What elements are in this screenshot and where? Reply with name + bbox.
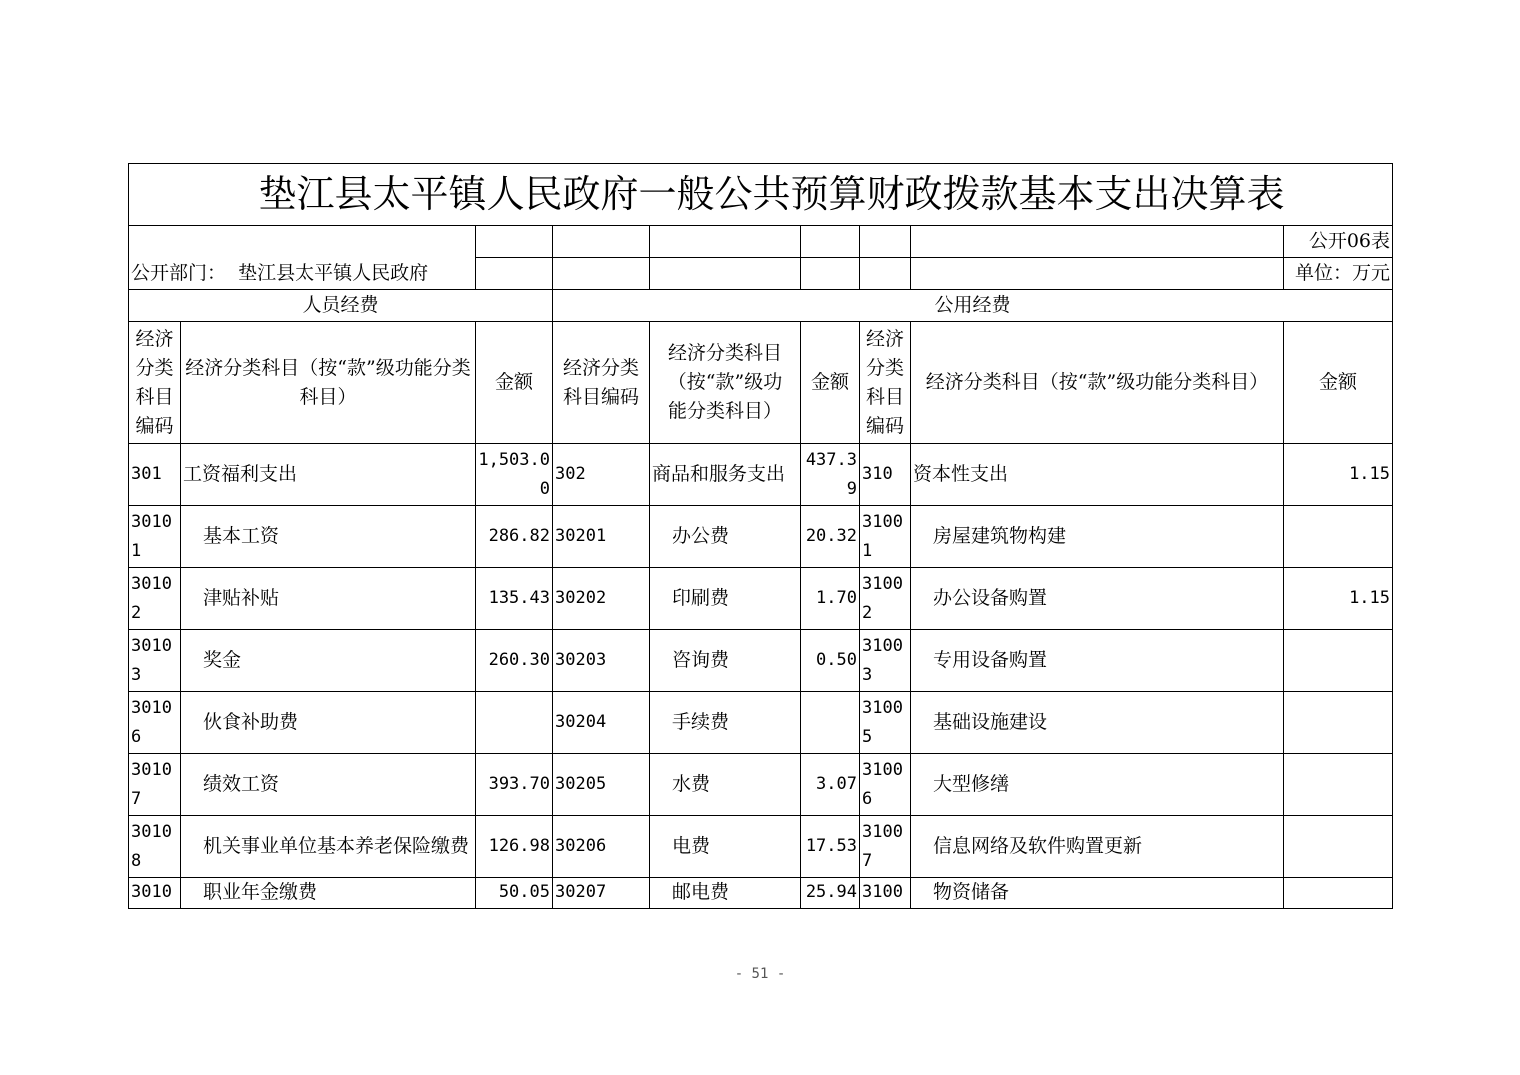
header-amount: 金额 <box>476 322 553 444</box>
table-row <box>129 568 1393 630</box>
table-row <box>129 692 1393 754</box>
blank-cell <box>650 226 801 258</box>
row-name: 邮电费 <box>650 878 801 909</box>
row-amount: 286.82 <box>476 506 553 568</box>
row-code: 30202 <box>553 568 650 630</box>
row-name: 机关事业单位基本养老保险缴费 <box>181 816 476 878</box>
table-row <box>129 754 1393 816</box>
row-code: 31007 <box>860 816 911 878</box>
row-code: 30201 <box>553 506 650 568</box>
row-amount <box>1284 692 1393 754</box>
department-name: 垫江县太平镇人民政府 <box>238 261 429 284</box>
header-code: 经济分类科目编码 <box>553 322 650 444</box>
row-amount: 135.43 <box>476 568 553 630</box>
blank-cell <box>553 258 650 290</box>
row-amount: 393.70 <box>476 754 553 816</box>
blank-cell <box>860 258 911 290</box>
row-amount <box>1284 754 1393 816</box>
row-name: 商品和服务支出 <box>650 444 801 506</box>
row-code: 30107 <box>129 754 181 816</box>
row-name: 印刷费 <box>650 568 801 630</box>
blank-cell <box>129 226 476 258</box>
row-code: 31002 <box>860 568 911 630</box>
table-number: 公开06表 <box>1284 226 1393 258</box>
row-code: 3010 <box>129 878 181 909</box>
row-amount: 1.15 <box>1284 444 1393 506</box>
row-amount: 1.15 <box>1284 568 1393 630</box>
department <box>129 258 476 290</box>
expenditure-table <box>128 163 1393 909</box>
row-name: 大型修缮 <box>911 754 1284 816</box>
row-name: 电费 <box>650 816 801 878</box>
row-amount <box>1284 630 1393 692</box>
row-name: 津贴补贴 <box>181 568 476 630</box>
header-amount: 金额 <box>1284 322 1393 444</box>
table-row <box>129 444 1393 506</box>
blank-cell <box>911 226 1284 258</box>
row-amount <box>1284 878 1393 909</box>
row-code: 30203 <box>553 630 650 692</box>
page-number: - 51 - <box>734 966 786 982</box>
table-row <box>129 630 1393 692</box>
blank-cell <box>801 226 860 258</box>
row-code: 30101 <box>129 506 181 568</box>
row-code: 3100 <box>860 878 911 909</box>
row-name: 基本工资 <box>181 506 476 568</box>
row-amount <box>1284 816 1393 878</box>
row-code: 30206 <box>553 816 650 878</box>
row-amount: 437.39 <box>801 444 860 506</box>
row-name: 奖金 <box>181 630 476 692</box>
header-name: 经济分类科目（按“款”级功能分类科目） <box>650 322 801 444</box>
blank-cell <box>553 226 650 258</box>
row-code: 30102 <box>129 568 181 630</box>
row-code: 31005 <box>860 692 911 754</box>
table-body <box>129 444 1393 909</box>
row-name: 办公设备购置 <box>911 568 1284 630</box>
table-row <box>129 506 1393 568</box>
blank-cell <box>476 258 553 290</box>
row-name: 信息网络及软件购置更新 <box>911 816 1284 878</box>
row-amount: 50.05 <box>476 878 553 909</box>
row-name: 工资福利支出 <box>181 444 476 506</box>
unit-label: 单位：万元 <box>1284 258 1393 290</box>
row-name: 咨询费 <box>650 630 801 692</box>
header-code: 经济分类科目编码 <box>860 322 911 444</box>
row-amount: 3.07 <box>801 754 860 816</box>
row-name: 手续费 <box>650 692 801 754</box>
blank-cell <box>650 258 801 290</box>
budget-document <box>128 163 1392 912</box>
row-amount: 25.94 <box>801 878 860 909</box>
row-amount: 0.50 <box>801 630 860 692</box>
row-amount <box>801 692 860 754</box>
table-row <box>129 878 1393 909</box>
row-code: 30106 <box>129 692 181 754</box>
blank-cell <box>860 226 911 258</box>
row-code: 31003 <box>860 630 911 692</box>
section-personnel: 人员经费 <box>129 290 553 322</box>
blank-cell <box>801 258 860 290</box>
row-code: 30205 <box>553 754 650 816</box>
row-name: 水费 <box>650 754 801 816</box>
table-title: 垫江县太平镇人民政府一般公共预算财政拨款基本支出决算表 <box>129 164 1393 226</box>
header-amount: 金额 <box>801 322 860 444</box>
row-amount <box>1284 506 1393 568</box>
row-name: 职业年金缴费 <box>181 878 476 909</box>
row-name: 专用设备购置 <box>911 630 1284 692</box>
row-amount: 1,503.00 <box>476 444 553 506</box>
row-name: 物资储备 <box>911 878 1284 909</box>
row-code: 302 <box>553 444 650 506</box>
row-name: 办公费 <box>650 506 801 568</box>
header-name: 经济分类科目（按“款”级功能分类科目） <box>911 322 1284 444</box>
row-amount: 260.30 <box>476 630 553 692</box>
section-public: 公用经费 <box>553 290 1393 322</box>
row-code: 30108 <box>129 816 181 878</box>
row-code: 31001 <box>860 506 911 568</box>
header-name: 经济分类科目（按“款”级功能分类科目） <box>181 322 476 444</box>
row-amount: 1.70 <box>801 568 860 630</box>
row-amount: 126.98 <box>476 816 553 878</box>
row-amount: 17.53 <box>801 816 860 878</box>
row-code: 310 <box>860 444 911 506</box>
row-code: 301 <box>129 444 181 506</box>
blank-cell <box>476 226 553 258</box>
row-name: 资本性支出 <box>911 444 1284 506</box>
department-label: 公开部门： <box>131 261 227 284</box>
row-amount: 20.32 <box>801 506 860 568</box>
table-row <box>129 816 1393 878</box>
row-name: 房屋建筑物构建 <box>911 506 1284 568</box>
row-name: 基础设施建设 <box>911 692 1284 754</box>
row-amount <box>476 692 553 754</box>
row-code: 31006 <box>860 754 911 816</box>
row-code: 30103 <box>129 630 181 692</box>
row-code: 30204 <box>553 692 650 754</box>
header-code: 经济分类科目编码 <box>129 322 181 444</box>
row-code: 30207 <box>553 878 650 909</box>
row-name: 伙食补助费 <box>181 692 476 754</box>
blank-cell <box>911 258 1284 290</box>
row-name: 绩效工资 <box>181 754 476 816</box>
